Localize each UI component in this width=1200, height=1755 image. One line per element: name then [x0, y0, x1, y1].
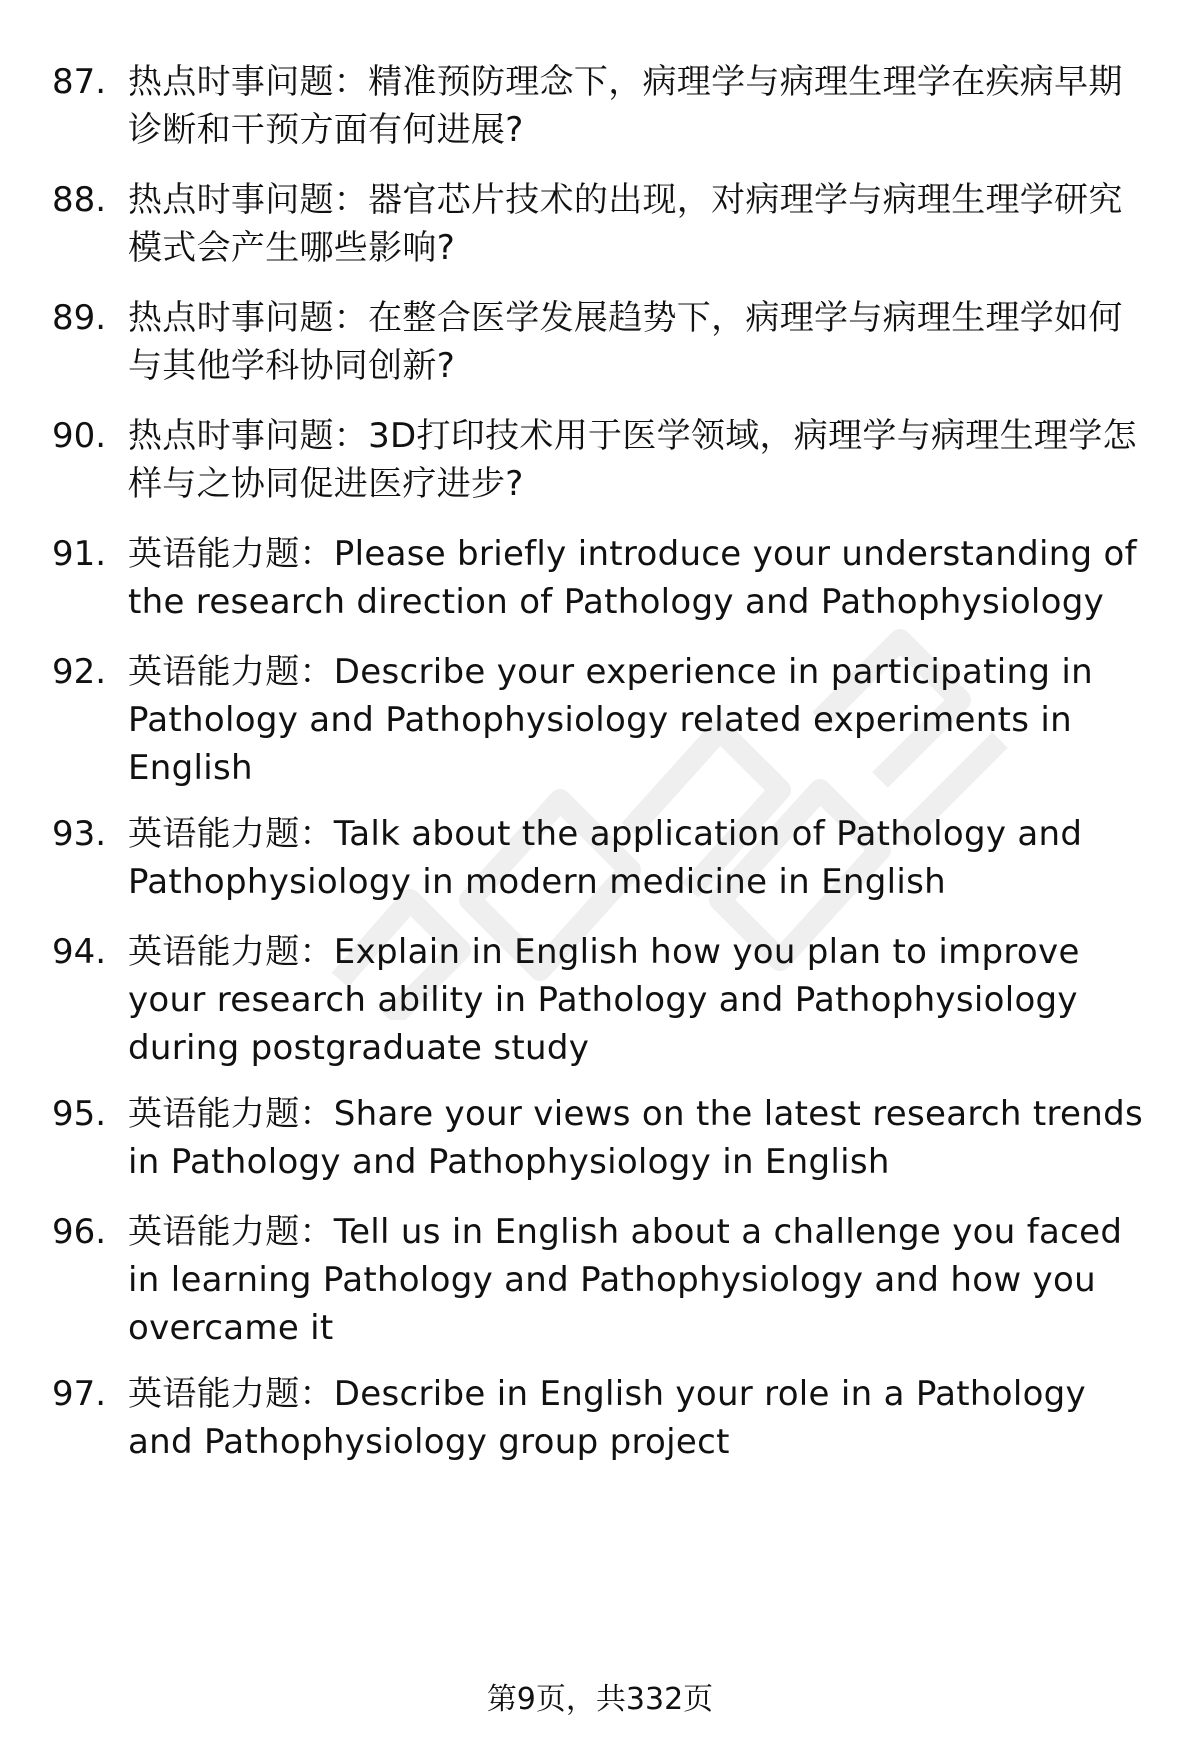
- question-number: 92.: [52, 652, 107, 692]
- question-number: 94.: [52, 932, 107, 972]
- question-text: 热点时事问题：精准预防理念下，病理学与病理生理学在疾病早期诊断和干预方面有何进展?: [128, 62, 1123, 150]
- question-text: 热点时事问题：器官芯片技术的出现，对病理学与病理生理学研究模式会产生哪些影响?: [128, 180, 1123, 268]
- question-number: 87.: [52, 62, 107, 102]
- question-text: 英语能力题：Describe in English your role in a Pathology and Pathophysiology group project: [128, 1374, 1086, 1462]
- question-text: 热点时事问题：3D打印技术用于医学领域，病理学与病理生理学怎样与之协同促进医疗进步?: [128, 416, 1137, 504]
- question-text: 英语能力题：Tell us in English about a challenge you faced in learning Pathology and Pathophysiology and how you overcame it: [128, 1212, 1123, 1348]
- question-text: 英语能力题：Share your views on the latest research trends in Pathology and Pathophysiology in English: [128, 1094, 1143, 1182]
- question-text: 英语能力题：Explain in English how you plan to improve your research ability in Pathology and Pathophysiology during postgraduate study: [128, 932, 1080, 1068]
- question-number: 88.: [52, 180, 107, 220]
- question-number: 95.: [52, 1094, 107, 1134]
- question-text: 英语能力题：Talk about the application of Pathology and Pathophysiology in modern medicine in English: [128, 814, 1083, 902]
- question-text: 英语能力题：Please briefly introduce your understanding of the research direction of Pathology and Pathophysiology: [128, 534, 1137, 622]
- question-number: 89.: [52, 298, 107, 338]
- question-text: 热点时事问题：在整合医学发展趋势下，病理学与病理生理学如何与其他学科协同创新?: [128, 298, 1123, 386]
- question-number: 97.: [52, 1374, 107, 1414]
- question-text: 英语能力题：Describe your experience in participating in Pathology and Pathophysiology related experiments in English: [128, 652, 1093, 788]
- question-number: 91.: [52, 534, 107, 574]
- page-footer: 第9页，共332页: [486, 1682, 714, 1717]
- question-number: 90.: [52, 416, 107, 456]
- question-number: 96.: [52, 1212, 107, 1252]
- question-number: 93.: [52, 814, 107, 854]
